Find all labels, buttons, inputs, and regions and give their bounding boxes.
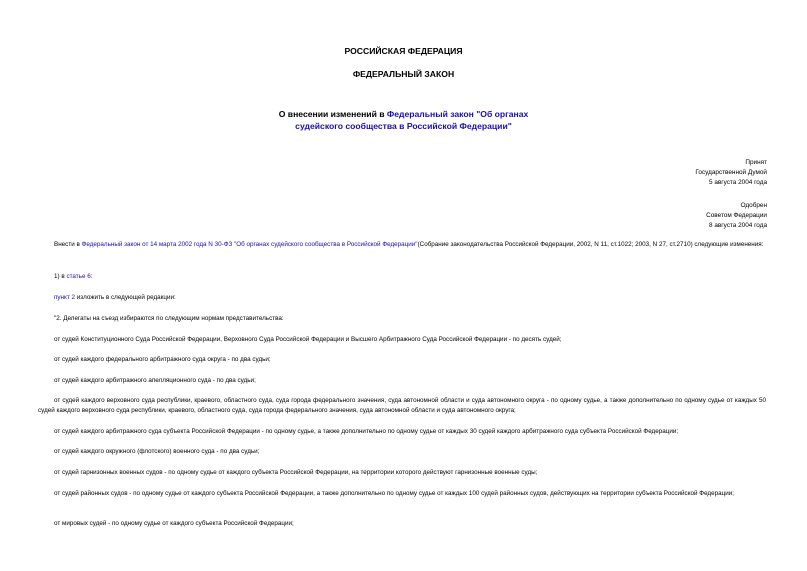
norm-paragraph-4: от судей каждого верховного суда республики, краевого, областного суда, суда города федерального значения, суда автономной области и суда автономного округа - по одному судье, а также дополнительно по одному судье от каждых 50 судей каждого верховного суда республики, краевого, областного суда, суда города федерального значения, суда автономной области и суда автономного округа;	[38, 397, 766, 414]
title-prefix: О внесении изменений в	[278, 109, 387, 119]
item-1-paragraph	[38, 272, 766, 282]
approval-line-2: Советом Федерации	[706, 212, 767, 219]
intro-paragraph	[38, 240, 766, 250]
norm-paragraph-7: от судей гарнизонных военных судов - по одному судье от каждого субъекта Российской Федерации, на территории которого действуют гарнизонные военные суды;	[54, 469, 538, 476]
title-link-federal-law[interactable]: Федеральный закон "Об органах	[386, 109, 529, 119]
norm-paragraph-5: от судей каждого арбитражного суда субъекта Российской Федерации - по одному судье, а также дополнительно по одному судье от каждых 30 судей каждого арбитражного суда субъекта Российской Федерации;	[54, 428, 679, 435]
adoption-line-2: Государственной Думой	[695, 169, 767, 176]
approval-block	[706, 201, 767, 231]
adoption-line-3: 5 августа 2004 года	[709, 179, 767, 186]
norm-paragraph-6: от судей каждого окружного (флотского) военного суда - по два судьи;	[54, 448, 260, 455]
norm-paragraph-3: от судей каждого арбитражного апелляционного суда - по два судьи;	[54, 377, 256, 384]
law-type-heading: ФЕДЕРАЛЬНЫЙ ЗАКОН	[352, 69, 455, 79]
point-link[interactable]: пункт 2	[54, 294, 75, 301]
norm-paragraph-8: от судей районных судов - по одному судье от каждого субъекта Российской Федерации, а также дополнительно по одному судье от каждых 100 судей районных судов, действующих на территории субъекта Российской Федерации;	[54, 490, 735, 497]
approval-line-3: 8 августа 2004 года	[709, 222, 767, 229]
adoption-line-1: Принят	[745, 159, 767, 166]
intro-before: Внести в	[54, 241, 82, 248]
point-after: изложить в следующей редакции:	[75, 294, 176, 301]
item1-before: 1) в	[54, 273, 67, 280]
intro-after: (Собрание законодательства Российской Федерации, 2002, N 11, ст.1022; 2003, N 27, ст.2710) следующие изменения:	[417, 241, 764, 248]
item1-link-article[interactable]: статье 6	[66, 273, 91, 280]
title-link-federal-law-cont[interactable]: судейского сообщества в Российской Федерации"	[295, 120, 512, 131]
norm-paragraph-9: от мировых судей - по одному судье от каждого субъекта Российской Федерации;	[54, 520, 294, 527]
law-title	[0, 109, 807, 132]
approval-line-1: Одобрен	[740, 202, 767, 209]
intro-link-federal-law[interactable]: Федеральный закон от 14 марта 2002 года N 30-ФЗ "Об органах судейского сообщества в Российской Федерации"	[81, 241, 418, 248]
country-heading: РОССИЙСКАЯ ФЕДЕРАЦИЯ	[344, 46, 463, 56]
norm-paragraph-1: от судей Конституционного Суда Российской Федерации, Верховного Суда Российской Федерации и Высшего Арбитражного Суда Российской Федерации - по десять судей;	[54, 336, 562, 343]
item1-after: :	[90, 273, 93, 280]
point-paragraph	[38, 293, 766, 303]
adoption-block	[695, 158, 767, 188]
norm-paragraph-2: от судей каждого федерального арбитражного суда округа - по два судьи;	[54, 356, 271, 363]
delegates-paragraph: "2. Делегаты на съезд избираются по следующим нормам представительства:	[54, 315, 284, 322]
